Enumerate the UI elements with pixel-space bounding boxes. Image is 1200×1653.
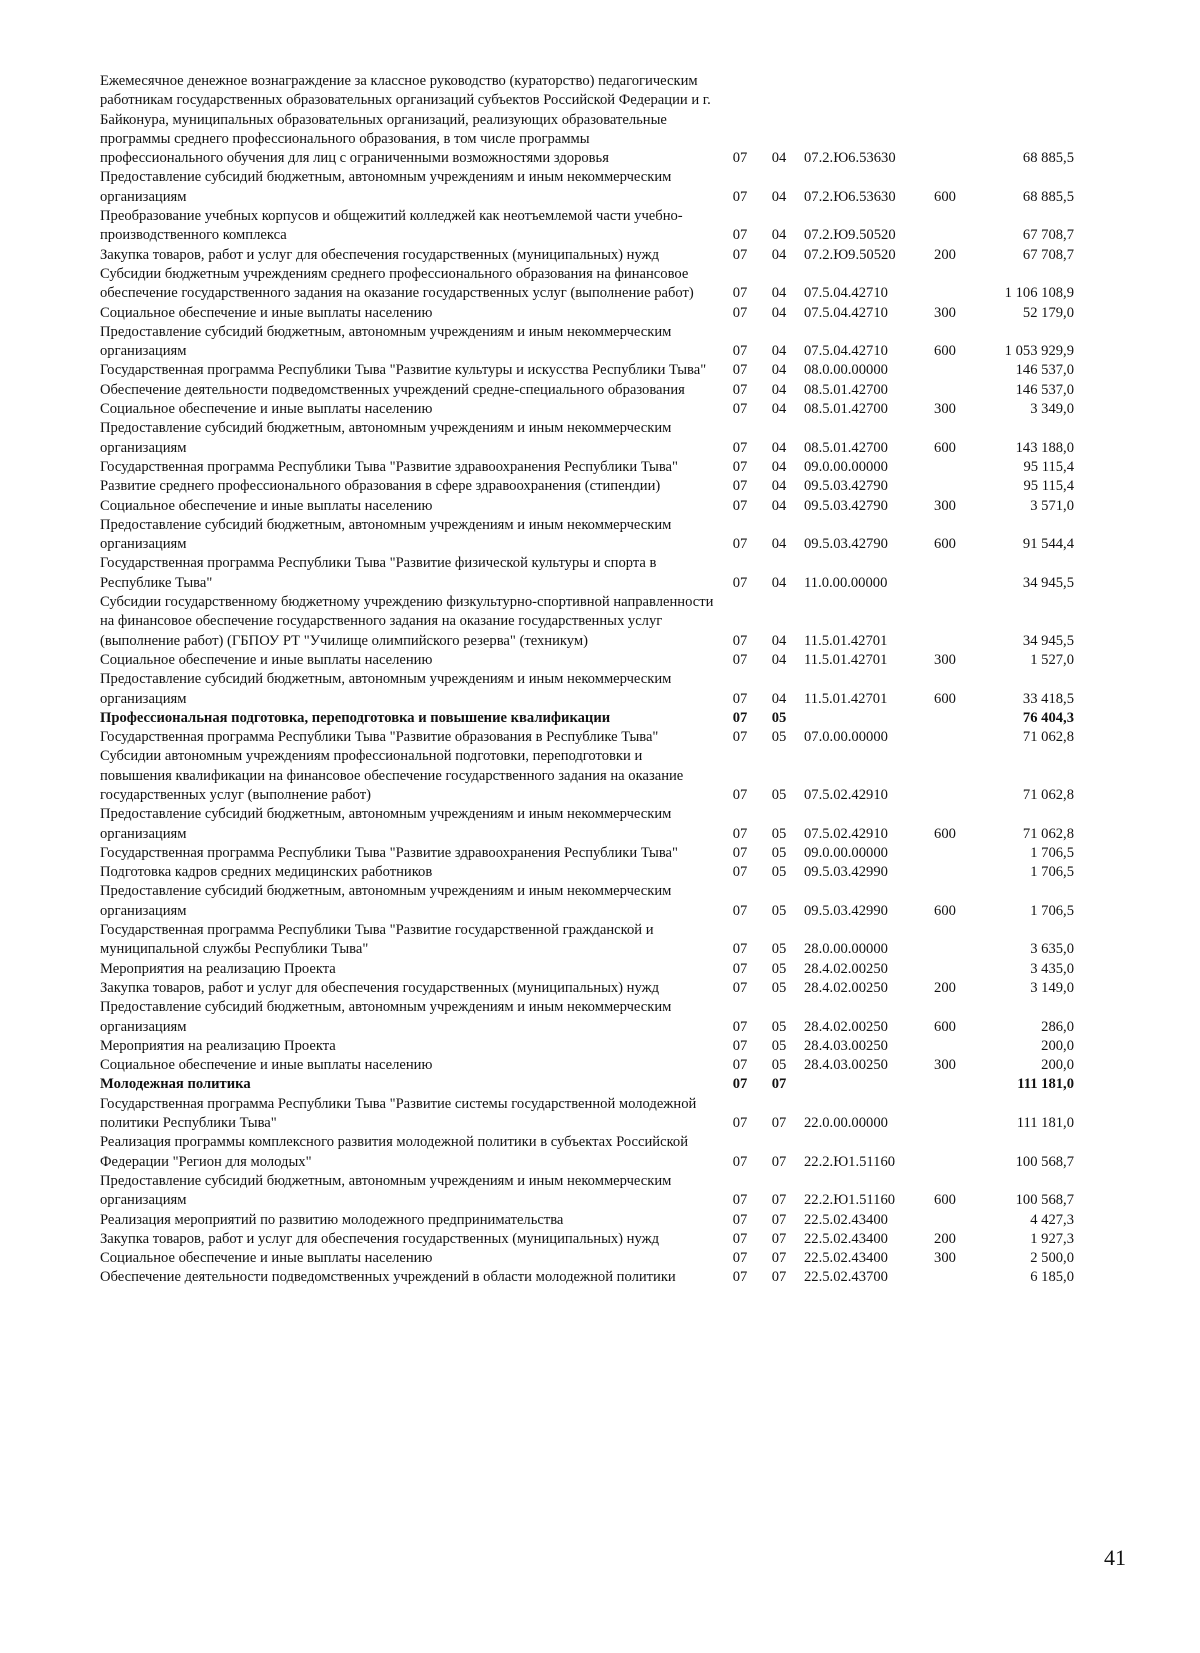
row-name: Обеспечение деятельности подведомственных учреждений средне-специального образования	[100, 381, 685, 398]
row-target-code: 22.0.00.00000	[804, 1115, 888, 1132]
row-target-code: 22.2.Ю1.51160	[804, 1192, 896, 1209]
table-row	[100, 1268, 1100, 1287]
table-row	[100, 921, 1100, 960]
row-amount: 2 500,0	[1030, 1250, 1074, 1267]
row-amount: 3 571,0	[1030, 497, 1074, 514]
row-target-code: 22.2.Ю1.51160	[804, 1153, 896, 1170]
row-amount: 95 115,4	[1023, 478, 1074, 495]
row-expense-type: 600	[934, 1018, 956, 1035]
row-name: Профессиональная подготовка, переподготовка и повышение квалификации	[100, 709, 611, 726]
row-name: Государственная программа Республики Тыва "Развитие здравоохранения Республики Тыва"	[100, 844, 678, 861]
row-target-code: 28.4.03.00250	[804, 1037, 888, 1054]
table-row	[100, 246, 1100, 265]
row-subsection: 04	[771, 401, 787, 418]
row-subsection: 04	[771, 188, 787, 205]
row-expense-type: 300	[934, 1057, 956, 1074]
table-row	[100, 72, 1100, 168]
row-amount: 1 927,3	[1030, 1230, 1074, 1247]
row-subsection: 04	[771, 227, 787, 244]
row-section: 07	[732, 401, 748, 418]
row-section: 07	[732, 188, 748, 205]
row-subsection: 05	[771, 825, 787, 842]
row-target-code	[798, 709, 920, 728]
row-section: 07	[732, 902, 748, 919]
row-subsection: 05	[771, 979, 787, 996]
row-section: 07	[732, 478, 748, 495]
row-amount: 71 062,8	[1022, 825, 1074, 842]
row-target-code: 07.2.Ю6.53630	[804, 188, 896, 205]
row-section: 07	[732, 285, 748, 302]
row-amount: 68 885,5	[1022, 188, 1074, 205]
row-section: 07	[732, 844, 748, 861]
row-amount: 33 418,5	[1022, 690, 1074, 707]
row-name: Социальное обеспечение и иные выплаты населению	[100, 1250, 433, 1267]
row-amount: 71 062,8	[1022, 729, 1074, 746]
row-expense-type: 200	[934, 979, 956, 996]
row-name: Предоставление субсидий бюджетным, автономным учреждениям и иным некоммерческим организациям	[100, 806, 672, 842]
row-target-code: 09.5.03.42790	[804, 497, 888, 514]
row-name: Предоставление субсидий бюджетным, автономным учреждениям и иным некоммерческим организациям	[100, 1172, 672, 1209]
row-section: 07	[732, 709, 748, 726]
row-target-code: 07.5.04.42710	[804, 304, 888, 321]
row-amount: 67 708,7	[1022, 227, 1074, 244]
row-name: Предоставление субсидий бюджетным, автономным учреждениям и иным некоммерческим организациям	[100, 883, 672, 919]
row-amount: 1 706,5	[1030, 864, 1074, 881]
row-name: Государственная программа Республики Тыва "Развитие здравоохранения Республики Тыва"	[100, 458, 678, 475]
row-subsection: 04	[771, 246, 787, 263]
row-amount: 3 149,0	[1030, 979, 1074, 996]
row-subsection: 04	[771, 362, 787, 379]
row-section: 07	[732, 381, 748, 398]
row-section: 07	[732, 1230, 748, 1247]
row-name: Преобразование учебных корпусов и общежитий колледжей как неотъемлемой части учебно-производственного комплекса	[100, 208, 683, 244]
table-row	[100, 207, 1100, 246]
row-expense-type	[920, 728, 970, 747]
row-target-code: 08.0.00.00000	[804, 362, 888, 379]
row-amount: 111 181,0	[1016, 1115, 1074, 1132]
row-subsection: 04	[771, 497, 787, 514]
row-expense-type	[920, 207, 970, 246]
row-section: 07	[732, 574, 748, 591]
row-expense-type: 600	[934, 536, 956, 553]
row-amount: 1 053 929,9	[1004, 343, 1074, 360]
row-name: Реализация программы комплексного развития молодежной политики в субъектах Российской Федерации "Регион для молодых"	[100, 1134, 689, 1170]
row-expense-type	[920, 1037, 970, 1056]
row-expense-type: 600	[934, 439, 956, 456]
row-target-code: 07.5.02.42910	[804, 786, 888, 803]
table-row	[100, 381, 1100, 400]
row-name: Предоставление субсидий бюджетным, автономным учреждениям и иным некоммерческим организациям	[100, 323, 672, 360]
table-row	[100, 400, 1100, 419]
table-row	[100, 747, 1100, 805]
row-amount: 91 544,4	[1022, 536, 1074, 553]
row-name: Государственная программа Республики Тыва "Развитие культуры и искусства Республики Тыва"	[100, 362, 707, 379]
row-expense-type	[920, 921, 970, 960]
row-expense-type	[920, 863, 970, 882]
row-name: Социальное обеспечение и иные выплаты населению	[100, 401, 433, 418]
table-row	[100, 670, 1100, 709]
row-target-code: 08.5.01.42700	[804, 439, 888, 456]
row-expense-type	[920, 747, 970, 805]
row-name: Предоставление субсидий бюджетным, автономным учреждениям и иным некоммерческим организациям	[100, 999, 672, 1035]
table-row	[100, 265, 1100, 304]
row-subsection: 05	[771, 941, 787, 958]
table-row	[100, 709, 1100, 728]
row-subsection: 05	[771, 844, 787, 861]
row-expense-type	[920, 1075, 970, 1094]
table-row	[100, 1230, 1100, 1249]
row-target-code: 11.5.01.42701	[804, 632, 888, 649]
row-section: 07	[732, 1115, 748, 1132]
row-amount: 4 427,3	[1030, 1211, 1074, 1228]
row-target-code: 07.5.04.42710	[804, 343, 888, 360]
row-target-code: 22.5.02.43400	[804, 1211, 888, 1228]
row-target-code: 22.5.02.43700	[804, 1269, 888, 1286]
row-name: Государственная программа Республики Тыва "Развитие государственной гражданской и муниципальной службы Республики Тыва"	[100, 922, 654, 958]
row-name: Субсидии государственному бюджетному учреждению физкультурно-спортивной направленности на финансовое обеспечение государственного задания на оказание государственных услуг (выполнение работ) (ГБПОУ РТ "Училище олимпийского резерва" (техникум)	[100, 594, 714, 649]
row-name: Государственная программа Республики Тыва "Развитие образования в Республике Тыва"	[100, 729, 659, 746]
row-section: 07	[732, 439, 748, 456]
table-row	[100, 304, 1100, 323]
row-name: Государственная программа Республики Тыва "Развитие физической культуры и спорта в Республике Тыва"	[100, 555, 657, 591]
row-subsection: 05	[771, 864, 787, 881]
row-subsection: 05	[771, 902, 787, 919]
row-subsection: 05	[771, 1037, 787, 1054]
row-amount: 146 537,0	[1015, 362, 1074, 379]
row-target-code: 28.4.02.00250	[804, 1018, 888, 1035]
row-target-code: 07.2.Ю6.53630	[804, 150, 896, 167]
row-target-code: 11.5.01.42701	[804, 651, 888, 668]
row-name: Предоставление субсидий бюджетным, автономным учреждениям и иным некоммерческим организациям	[100, 671, 672, 707]
row-expense-type: 600	[934, 825, 956, 842]
row-name: Мероприятия на реализацию Проекта	[100, 1037, 336, 1054]
row-target-code: 11.0.00.00000	[804, 574, 888, 591]
table-row	[100, 168, 1100, 207]
row-target-code: 07.0.00.00000	[804, 729, 888, 746]
row-subsection: 07	[771, 1230, 787, 1247]
row-target-code	[798, 1075, 920, 1094]
row-amount: 71 062,8	[1022, 786, 1074, 803]
row-section: 07	[732, 536, 748, 553]
row-target-code: 08.5.01.42700	[804, 401, 888, 418]
row-subsection: 04	[771, 304, 787, 321]
table-row	[100, 882, 1100, 921]
row-expense-type: 200	[934, 246, 956, 263]
row-name: Обеспечение деятельности подведомственных учреждений в области молодежной политики	[100, 1269, 676, 1286]
row-section: 07	[732, 632, 748, 649]
table-row	[100, 1249, 1100, 1268]
row-section: 07	[732, 1037, 748, 1054]
row-name: Предоставление субсидий бюджетным, автономным учреждениям и иным некоммерческим организациям	[100, 169, 672, 205]
row-target-code: 28.4.03.00250	[804, 1057, 888, 1074]
row-target-code: 09.5.03.42990	[804, 864, 888, 881]
budget-table	[100, 72, 1100, 1288]
row-target-code: 09.5.03.42990	[804, 902, 888, 919]
table-row	[100, 1056, 1100, 1075]
row-expense-type: 300	[934, 651, 956, 668]
row-target-code: 09.5.03.42790	[804, 478, 888, 495]
row-expense-type	[920, 593, 970, 651]
table-row	[100, 1172, 1100, 1211]
row-name: Предоставление субсидий бюджетным, автономным учреждениям и иным некоммерческим организациям	[100, 516, 672, 553]
row-expense-type	[920, 361, 970, 380]
table-row	[100, 728, 1100, 747]
row-section: 07	[732, 304, 748, 321]
row-section: 07	[732, 729, 748, 746]
row-section: 07	[732, 1211, 748, 1228]
row-subsection: 04	[771, 574, 787, 591]
table-row	[100, 516, 1100, 555]
row-amount: 1 706,5	[1030, 844, 1074, 861]
row-subsection: 04	[771, 478, 787, 495]
row-section: 07	[732, 497, 748, 514]
row-subsection: 04	[771, 439, 787, 456]
row-section: 07	[732, 1076, 748, 1093]
row-expense-type: 600	[934, 188, 956, 205]
row-expense-type: 200	[934, 1230, 956, 1247]
row-expense-type: 600	[934, 343, 956, 360]
row-name: Закупка товаров, работ и услуг для обеспечения государственных (муниципальных) нужд	[100, 1230, 660, 1247]
row-target-code: 09.0.00.00000	[804, 458, 888, 475]
row-amount: 1 106 108,9	[1004, 285, 1074, 302]
row-section: 07	[732, 343, 748, 360]
row-amount: 6 185,0	[1030, 1269, 1074, 1286]
row-expense-type	[920, 709, 970, 728]
table-row	[100, 1037, 1100, 1056]
row-expense-type: 600	[934, 902, 956, 919]
table-row	[100, 497, 1100, 516]
table-row	[100, 651, 1100, 670]
row-section: 07	[732, 1018, 748, 1035]
row-name: Ежемесячное денежное вознаграждение за классное руководство (кураторство) педагогическим работникам государственных образовательных организаций субъектов Российской Федерации и г. Байконура, муниципальных образовательных организаций, реализующих образовательные программы среднего профессионального образования, в том числе программы профессионального обучения для лиц с ограниченными возможностями здоровья	[100, 73, 711, 167]
row-target-code: 28.4.02.00250	[804, 979, 888, 996]
row-target-code: 07.5.02.42910	[804, 825, 888, 842]
table-row	[100, 458, 1100, 477]
table-row	[100, 1133, 1100, 1172]
table-row	[100, 554, 1100, 593]
row-name: Подготовка кадров средних медицинских работников	[100, 864, 433, 881]
row-amount: 34 945,5	[1022, 632, 1074, 649]
row-target-code: 28.0.00.00000	[804, 941, 888, 958]
row-amount: 67 708,7	[1022, 246, 1074, 263]
row-amount: 286,0	[1041, 1018, 1074, 1035]
row-subsection: 04	[771, 690, 787, 707]
row-amount: 34 945,5	[1022, 574, 1074, 591]
table-row	[100, 844, 1100, 863]
row-section: 07	[732, 1153, 748, 1170]
row-amount: 52 179,0	[1022, 304, 1074, 321]
row-name: Субсидии автономным учреждениям профессиональной подготовки, переподготовки и повышения квалификации на финансовое обеспечение государственного задания на оказание государственных услуг (выполнение работ)	[100, 748, 684, 803]
row-subsection: 07	[771, 1115, 787, 1132]
row-name: Социальное обеспечение и иные выплаты населению	[100, 497, 433, 514]
row-subsection: 05	[771, 729, 787, 746]
table-row	[100, 960, 1100, 979]
row-section: 07	[732, 941, 748, 958]
row-target-code: 22.5.02.43400	[804, 1250, 888, 1267]
row-subsection: 05	[771, 960, 787, 977]
row-expense-type	[920, 458, 970, 477]
table-row	[100, 998, 1100, 1037]
row-amount: 3 635,0	[1030, 941, 1074, 958]
row-expense-type: 300	[934, 497, 956, 514]
row-subsection: 07	[771, 1192, 787, 1209]
row-amount: 1 527,0	[1030, 651, 1074, 668]
row-section: 07	[732, 246, 748, 263]
page-number: 41	[1104, 1545, 1126, 1570]
row-name: Реализация мероприятий по развитию молодежного предпринимательства	[100, 1211, 564, 1228]
row-amount: 111 181,0	[1017, 1076, 1074, 1093]
row-name: Закупка товаров, работ и услуг для обеспечения государственных (муниципальных) нужд	[100, 979, 660, 996]
row-expense-type: 600	[934, 690, 956, 707]
row-amount: 76 404,3	[1022, 709, 1074, 726]
row-subsection: 07	[771, 1076, 787, 1093]
row-target-code: 22.5.02.43400	[804, 1230, 888, 1247]
row-expense-type	[920, 960, 970, 979]
table-row	[100, 593, 1100, 651]
row-section: 07	[732, 1269, 748, 1286]
row-section: 07	[732, 1250, 748, 1267]
row-amount: 95 115,4	[1023, 458, 1074, 475]
row-expense-type	[920, 1211, 970, 1230]
row-expense-type: 300	[934, 304, 956, 321]
row-name: Развитие среднего профессионального образования в сфере здравоохранения (стипендии)	[100, 478, 661, 495]
row-section: 07	[732, 825, 748, 842]
row-subsection: 07	[771, 1250, 787, 1267]
row-subsection: 07	[771, 1211, 787, 1228]
table-row	[100, 419, 1100, 458]
row-amount: 3 349,0	[1030, 401, 1074, 418]
row-amount: 68 885,5	[1022, 150, 1074, 167]
row-subsection: 04	[771, 651, 787, 668]
row-target-code: 09.5.03.42790	[804, 536, 888, 553]
row-section: 07	[732, 150, 748, 167]
table-row	[100, 1211, 1100, 1230]
row-target-code: 11.5.01.42701	[804, 690, 888, 707]
row-subsection: 04	[771, 458, 787, 475]
row-section: 07	[732, 1057, 748, 1074]
row-section: 07	[732, 651, 748, 668]
row-name: Субсидии бюджетным учреждениям среднего профессионального образования на финансовое обеспечение государственного задания на оказание государственных услуг (выполнение работ)	[100, 265, 694, 302]
row-section: 07	[732, 1192, 748, 1209]
row-expense-type	[920, 265, 970, 304]
row-expense-type	[920, 554, 970, 593]
row-subsection: 04	[771, 150, 787, 167]
row-target-code: 07.2.Ю9.50520	[804, 227, 896, 244]
row-name: Мероприятия на реализацию Проекта	[100, 960, 336, 977]
row-section: 07	[732, 458, 748, 475]
row-subsection: 04	[771, 343, 787, 360]
row-name: Государственная программа Республики Тыва "Развитие системы государственной молодежной политики Республики Тыва"	[100, 1095, 697, 1132]
row-expense-type: 600	[934, 1192, 956, 1209]
row-subsection: 04	[771, 632, 787, 649]
row-expense-type	[920, 1095, 970, 1134]
row-amount: 100 568,7	[1015, 1153, 1074, 1170]
row-target-code: 08.5.01.42700	[804, 381, 888, 398]
table-row	[100, 1095, 1100, 1134]
table-row	[100, 323, 1100, 362]
row-amount: 3 435,0	[1030, 960, 1074, 977]
table-row	[100, 805, 1100, 844]
row-amount: 1 706,5	[1030, 902, 1074, 919]
row-section: 07	[732, 960, 748, 977]
table-row	[100, 979, 1100, 998]
row-section: 07	[732, 690, 748, 707]
row-amount: 200,0	[1041, 1057, 1074, 1074]
row-expense-type	[920, 1133, 970, 1172]
row-section: 07	[732, 362, 748, 379]
row-subsection: 07	[771, 1269, 787, 1286]
row-section: 07	[732, 979, 748, 996]
table-row	[100, 477, 1100, 496]
row-expense-type: 300	[934, 1250, 956, 1267]
row-subsection: 05	[771, 1018, 787, 1035]
row-expense-type: 300	[934, 401, 956, 418]
row-subsection: 05	[771, 709, 787, 726]
row-target-code: 28.4.02.00250	[804, 960, 888, 977]
row-expense-type	[920, 381, 970, 400]
row-amount: 143 188,0	[1015, 439, 1074, 456]
row-expense-type	[920, 477, 970, 496]
row-subsection: 04	[771, 381, 787, 398]
row-expense-type	[920, 72, 970, 168]
row-name: Молодежная политика	[100, 1076, 251, 1093]
row-section: 07	[732, 786, 748, 803]
table-row	[100, 863, 1100, 882]
row-name: Закупка товаров, работ и услуг для обеспечения государственных (муниципальных) нужд	[100, 246, 660, 263]
row-subsection: 07	[771, 1153, 787, 1170]
row-subsection: 05	[771, 786, 787, 803]
table-row	[100, 361, 1100, 380]
row-target-code: 07.5.04.42710	[804, 285, 888, 302]
row-amount: 100 568,7	[1015, 1192, 1074, 1209]
row-name: Социальное обеспечение и иные выплаты населению	[100, 1057, 433, 1074]
row-amount: 146 537,0	[1015, 381, 1074, 398]
row-section: 07	[732, 227, 748, 244]
row-amount: 200,0	[1041, 1037, 1074, 1054]
row-name: Социальное обеспечение и иные выплаты населению	[100, 304, 433, 321]
row-section: 07	[732, 864, 748, 881]
table-row	[100, 1075, 1100, 1094]
row-expense-type	[920, 844, 970, 863]
row-subsection: 04	[771, 285, 787, 302]
row-name: Предоставление субсидий бюджетным, автономным учреждениям и иным некоммерческим организациям	[100, 420, 672, 456]
row-target-code: 07.2.Ю9.50520	[804, 246, 896, 263]
row-subsection: 05	[771, 1057, 787, 1074]
row-name: Социальное обеспечение и иные выплаты населению	[100, 651, 433, 668]
row-expense-type	[920, 1268, 970, 1287]
row-target-code: 09.0.00.00000	[804, 844, 888, 861]
row-subsection: 04	[771, 536, 787, 553]
